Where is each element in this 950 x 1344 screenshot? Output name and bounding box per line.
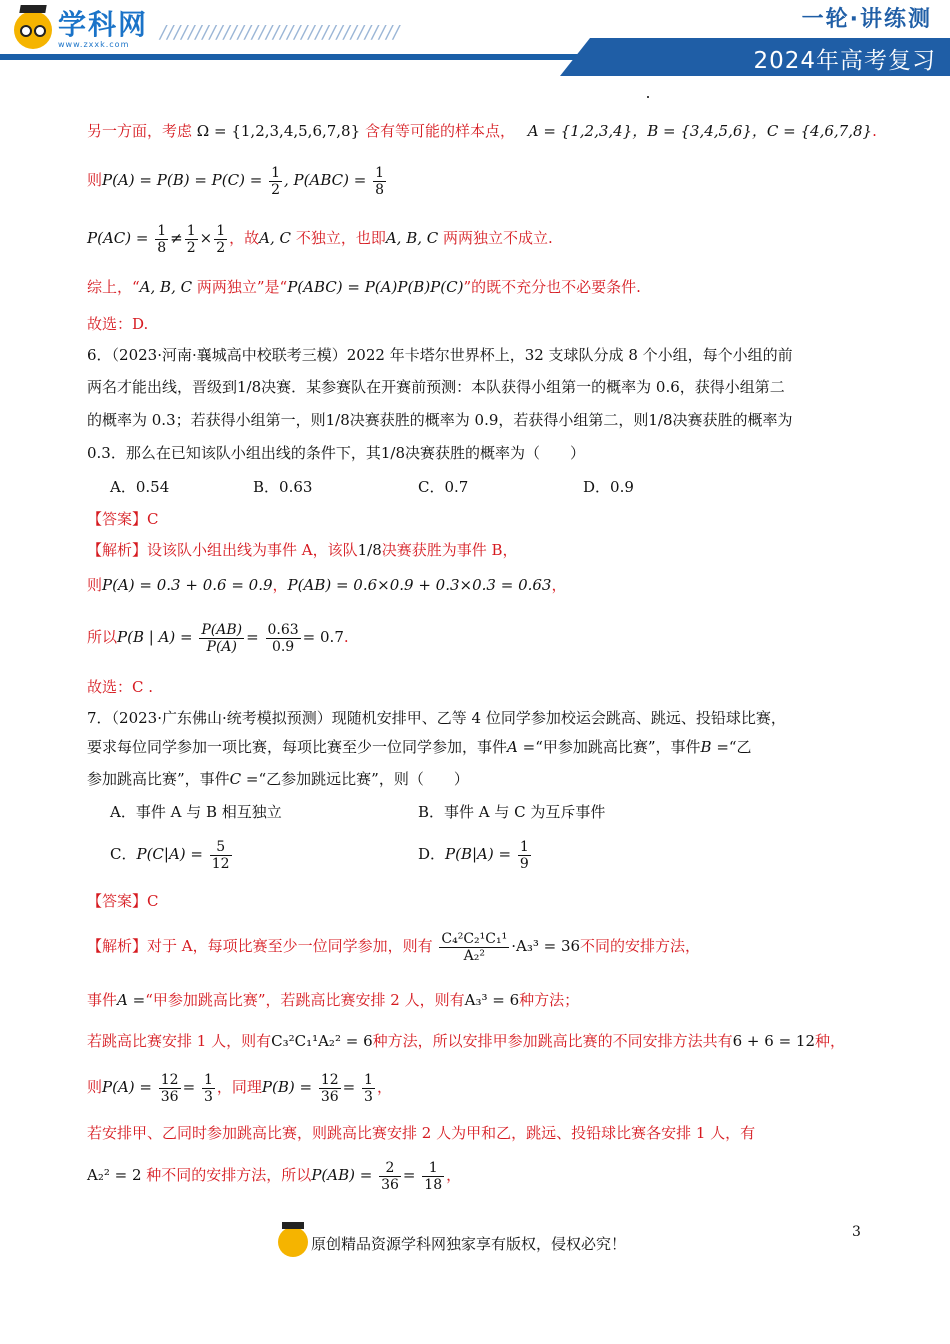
- q6-option-d[interactable]: D．0.9: [583, 478, 634, 496]
- q6-option-b[interactable]: B．0.63: [253, 478, 313, 496]
- page-number: 3: [852, 1224, 861, 1240]
- q7-analysis-5: 若安排甲、乙同时参加跳高比赛，则跳高比赛安排 2 人为甲和乙，跳远、投铅球比赛各安排 1 人，有: [87, 1124, 756, 1142]
- q6-conclusion: 故选：C .: [87, 678, 154, 696]
- q6-answer: 【答案】C: [87, 510, 159, 528]
- year-title: 2024年高考复习: [753, 48, 936, 74]
- q7-analysis-1: 【解析】对于 A，每项比赛至少一位同学参加，则有 $\frac{\text{C₄²C₂¹C₁¹}}{\text{A₂²}}$ ·A₃³ = 36不同的安排方法，: [87, 930, 701, 964]
- q6-stem-4: 0.3．那么在已知该队小组出线的条件下，其1/8决赛获胜的概率为（ ）: [87, 444, 586, 462]
- stray-dot: [647, 96, 649, 98]
- prev-line-4: 综上，“A, B, C 两两独立”是“P(ABC) = P(A)P(B)P(C)”的既不充分也不必要条件.: [87, 278, 641, 296]
- page-footer: [0, 1222, 950, 1262]
- q7-option-a[interactable]: A．事件 A 与 B 相互独立: [110, 803, 282, 821]
- logo-url: www.zxxk.com: [58, 40, 130, 49]
- q7-analysis-3: 若跳高比赛安排 1 人，则有C₃²C₁¹A₂² = 6种方法，所以安排甲参加跳高比赛的不同安排方法共有6 + 6 = 12种，: [87, 1032, 846, 1050]
- prev-conclusion: 故选：D.: [87, 315, 149, 333]
- q7-option-d[interactable]: D．P(B|A) = $\frac{1}{9}$: [418, 838, 529, 872]
- q7-option-b[interactable]: B．事件 A 与 C 为互斥事件: [418, 803, 606, 821]
- series-title: 一轮·讲练测: [801, 7, 932, 32]
- q7-stem-2: 要求每位同学参加一项比赛，每项比赛至少一位同学参加，事件A =“甲参加跳高比赛”，事件B =“乙: [87, 738, 752, 756]
- q6-stem-3: 的概率为 0.3；若获得小组第一，则1/8决赛获胜的概率为 0.9，若获得小组第二，则1/8决赛获胜的概率为: [87, 411, 793, 429]
- prev-line-1: 另一方面，考虑 Ω = {1,2,3,4,5,6,7,8} 含有等可能的样本点， A = {1,2,3,4}，B = {3,4,5,6}，C = {4,6,7,8}.: [87, 122, 877, 140]
- q6-stem-2: 两名才能出线，晋级到1/8决赛．某参赛队在开赛前预测：本队获得小组第一的概率为 0.6，获得小组第二: [87, 378, 785, 396]
- page-header: [0, 0, 950, 78]
- q7-option-c[interactable]: C．P(C|A) = $\frac{5}{12}$: [110, 838, 230, 872]
- header-decoration: //////////////////////////////////: [160, 22, 401, 43]
- q6-analysis-3: 所以P(B | A) = $\frac{P(AB)}{P(A)}$ = $\frac{0.63}{0.9}$ = 0.7.: [87, 621, 349, 655]
- q7-stem-3: 参加跳高比赛”，事件C =“乙参加跳远比赛”，则（ ）: [87, 770, 469, 788]
- footer-owl-icon: [278, 1227, 308, 1257]
- q6-stem-1: 6．（2023·河南·襄城高中校联考三模）2022 年卡塔尔世界杯上，32 支球队分成 8 个小组，每个小组的前: [87, 346, 793, 364]
- logo-name: 学科网: [58, 8, 149, 41]
- q6-option-a[interactable]: A．0.54: [110, 478, 170, 496]
- site-logo[interactable]: [14, 10, 148, 49]
- q6-option-c[interactable]: C．0.7: [418, 478, 469, 496]
- prev-line-3: P(AC) = $\frac{1}{8}$ ≠ $\frac{1}{2}$ × $\frac{1}{2}$ ，故A, C 不独立，也即A, B, C 两两独立不成立.: [87, 222, 553, 256]
- q7-stem-1: 7．（2023·广东佛山·统考模拟预测）现随机安排甲、乙等 4 位同学参加校运会跳高、跳远、投铅球比赛，: [87, 709, 786, 727]
- prev-line-2: 则P(A) = P(B) = P(C) = $\frac{1}{2}$ , P(ABC) = $\frac{1}{8}$: [87, 164, 384, 198]
- q7-analysis-2: 事件A =“甲参加跳高比赛”，若跳高比赛安排 2 人，则有A₃³ = 6种方法；: [87, 991, 580, 1009]
- logo-owl-icon: [14, 11, 52, 49]
- q7-answer: 【答案】C: [87, 892, 159, 910]
- q6-analysis-1: 【解析】设该队小组出线为事件 A，该队1/8决赛获胜为事件 B，: [87, 541, 518, 559]
- copyright-notice: 原创精品资源学科网独家享有版权，侵权必究！: [311, 1235, 627, 1253]
- header-title-box: [530, 0, 950, 76]
- q6-analysis-2: 则P(A) = 0.3 + 0.6 = 0.9，P(AB) = 0.6×0.9 + 0.3×0.3 = 0.63，: [87, 576, 567, 594]
- q7-analysis-4: 则P(A) = $\frac{12}{36}$ = $\frac{1}{3}$ ，同理P(B) = $\frac{12}{36}$ = $\frac{1}{3}$ ，: [87, 1071, 392, 1105]
- q7-analysis-6: A₂² = 2 种不同的安排方法，所以P(AB) = $\frac{2}{36}$ = $\frac{1}{18}$ ，: [87, 1159, 462, 1193]
